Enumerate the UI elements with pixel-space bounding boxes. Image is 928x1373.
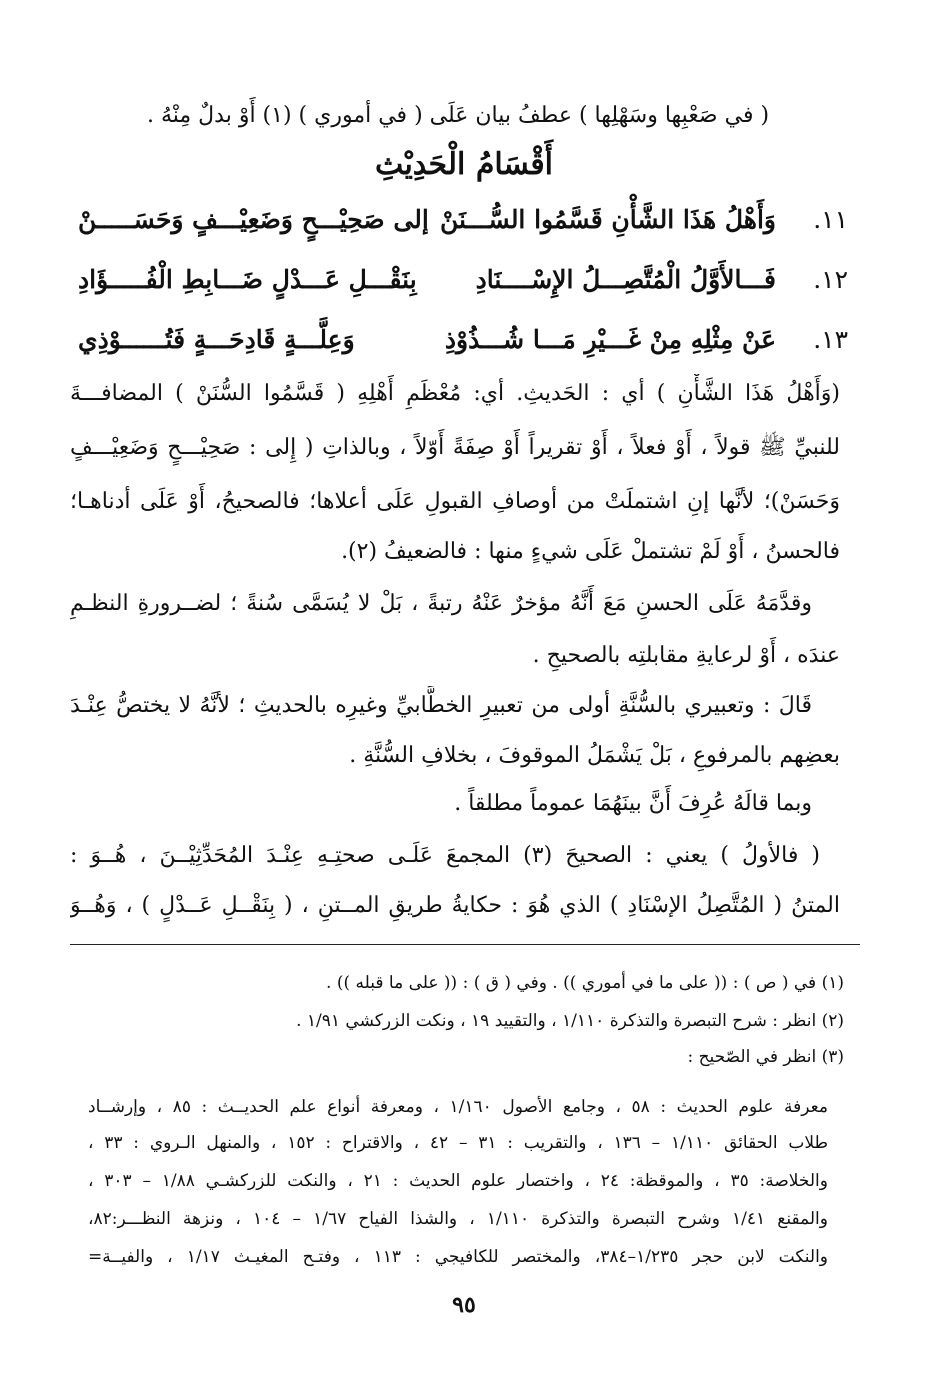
verse-row: [78, 314, 848, 366]
body-line: وَحَسَنْ)؛ لأنَّها إنِ اشتملَتْ من أوصافِ القبولِ عَلَى أعلاها؛ فالصحيحُ، أَوْ عَلَى أدناهـا؛: [70, 489, 840, 514]
reference-line: معرفة علوم الحديث : ٥٨ ، وجامع الأصول ١/١٦٠ ، ومعرفة أنواع علم الحديــث : ٨٥ ، وإرشــاد: [88, 1097, 828, 1117]
body-line: المتنُ ( المُتَّصِلُ الإسْنَادِ ) الذي هُوَ : حكايةُ طريقِ المــتنِ ، ( بِنَقْــلِ عَــدْلٍ ) ، وَهُــوَ: [70, 893, 840, 918]
footnote-divider: [70, 944, 860, 945]
intro-line: ( في صَعْبِها وسَهْلِها ) عطفُ بيان عَلَى ( في أموري ) (١) أَوْ بدلٌ مِنْهُ .: [146, 103, 770, 128]
verse-number: ١١.: [813, 205, 848, 234]
verse-second-hemistich: إلى صَحِيْـــحٍ وَضَعِيْـــفٍ وَحَسَـــــنْ: [78, 205, 429, 234]
body-line: (وَأَهْلُ هَذَا الشَّأْنِ ) أي : الحَديثِ. أي: مُعْظَمِ أَهْلِهِ ( قَسَّمُوا السُّنَنْ ) المضافـــةَ: [70, 381, 840, 406]
body-line: قَالَ : وتعبيري بالسُّنَّةِ أولى من تعبيرِ الخطَّابيِّ وغيرِه بالحديثِ ؛ لأنَّهُ لا يختصُّ عِنْـدَ: [70, 693, 812, 718]
footnote: (٢) انظر : شرح التبصرة والتذكرة ١/١١٠ ، والتقييد ١٩ ، ونكت الزركشي ١/٩١ .: [296, 1011, 844, 1031]
reference-line: طلاب الحقائق ١/١١٠ – ١٣٦ ، والتقريب : ٣١ – ٤٢ ، والاقتراح : ١٥٢ ، والمنهل الـروي : ٣٣ ،: [88, 1133, 828, 1153]
body-line: فالحسنُ ، أَوْ لَمْ تشتملْ عَلَى شيءٍ منها : فالضعيفُ (٢).: [341, 539, 840, 564]
verse-number: ١٣.: [813, 325, 848, 354]
footnote: (١) في ( ص ) : (( على ما في أموري )) . وفي ( ق ) : (( على ما قبله )) .: [326, 973, 844, 993]
page-number: ٩٥: [452, 1292, 476, 1318]
body-line: بعضِهم بالمرفوعِ ، بَلْ يَشْمَلُ الموقوفَ ، بخلافِ السُّنَّةِ .: [349, 743, 840, 768]
verse-row: [78, 194, 848, 246]
body-line: وقدَّمَهُ عَلَى الحسنِ مَعَ أَنَّهُ مؤخرٌ عَنْهُ رتبةً ، بَلْ لا يُسَمَّى سُنةً ؛ لضــرورةِ النظـمِ: [70, 591, 812, 616]
reference-line: والخلاصة: ٣٥ ، والموقظة: ٢٤ ، واختصار علوم الحديث : ٢١ ، والنكت للزركشـي ١/٨٨ – ٣٠٣ ،: [88, 1171, 828, 1191]
verse-first-hemistich: عَنْ مِثْلِهِ مِنْ غَـــيْرِ مَـــا شُـــذُوْذِ: [444, 325, 776, 354]
footnote: (٣) انظر في الصّحيح :: [687, 1047, 844, 1067]
body-line: عندَه ، أَوْ لرعايةِ مقابلتِه بالصحيحِ .: [532, 643, 840, 668]
verse-row: [78, 254, 848, 306]
verse-second-hemistich: بِنَقْـــلِ عَـــدْلٍ ضَـــابِطِ الْفُـــــؤَادِ: [78, 265, 417, 294]
verse-first-hemistich: فَـــالأَوَّلُ الْمُتَّصِـــلُ الإِسْــــنَادِ: [475, 265, 776, 294]
body-line: ( فالأولُ ) يعني : الصحيحَ (٣) المجمعَ عَلَـى صحتِـهِ عِنْـدَ المُحَدِّثِيْــنَ ، هُــوَ :: [70, 843, 820, 868]
body-line: للنبيِّ ﷺ قولاً ، أَوْ فعلاً ، أَوْ تقريراً أَوْ صِفَةً أَوّلاً ، وبالذاتِ ( إِلى : صَحِيْـــحٍ وَضَعِيْـــفٍ: [70, 435, 840, 460]
verse-second-hemistich: وَعِلَّـــةٍ قَادِحَـــةٍ فَتُــــــوْذِي: [78, 325, 355, 354]
reference-line: والنكت لابن حجر ١/٢٣٥–٣٨٤، والمختصر للكافيجي : ١١٣ ، وفتـح المغيـث ١/١٧ ، والفيــة=: [88, 1247, 828, 1267]
verse-number: ١٢.: [813, 265, 848, 294]
reference-line: والمقنع ١/٤١ وشرح التبصرة والتذكرة ١/١١٠ ، والشذا الفياح ١/٦٧ – ١٠٤ ، ونزهة النظـــر:٨٢،: [88, 1209, 828, 1229]
body-line: وبما قالَهُ عُرِفَ أَنَّ بينَهُمَا عموماً مطلقاً .: [454, 791, 812, 816]
verse-first-hemistich: وَأَهْلُ هَذَا الشَّأْنِ قَسَّمُوا السُّـــنَنْ: [439, 205, 776, 234]
section-title: أَقْسَامُ الْحَدِيْثِ: [375, 147, 553, 182]
